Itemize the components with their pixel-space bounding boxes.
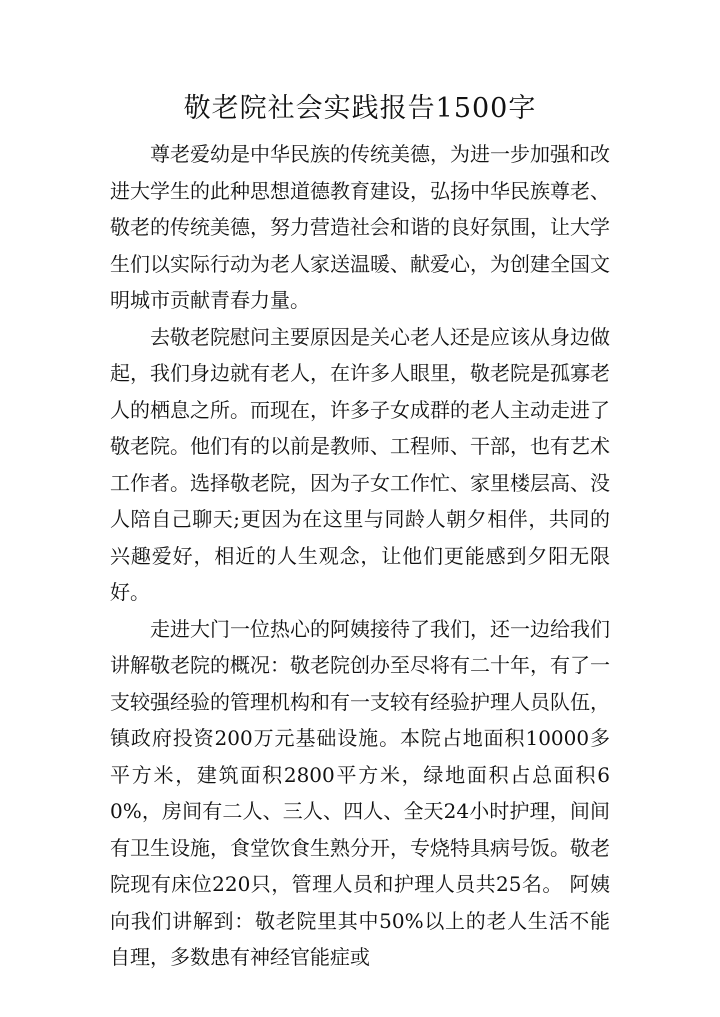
document-title: 敬老院社会实践报告1500字	[183, 93, 537, 124]
paragraph-1: 尊老爱幼是中华民族的传统美德，为进一步加强和改进大学生的此种思想道德教育建设，弘扬中华民族尊老、敬老的传统美德，努力营造社会和谐的良好氛围，让大学生们以实际行动为老人家送温暖、献爱心，为创建全国文明城市贡献青春力量。	[110, 142, 610, 312]
document-body	[110, 136, 610, 976]
paragraph-2: 去敬老院慰问主要原因是关心老人还是应该从身边做起，我们身边就有老人，在许多人眼里，敬老院是孤寡老人的栖息之所。而现在，许多子女成群的老人主动走进了敬老院。他们有的以前是教师、工程师、干部，也有艺术工作者。选择敬老院，因为子女工作忙、家里楼层高、没人陪自己聊天;更因为在这里与同龄人朝夕相伴，共同的兴趣爱好，相近的人生观念，让他们更能感到夕阳无限好。	[110, 324, 610, 604]
paragraph-3: 走进大门一位热心的阿姨接待了我们，还一边给我们讲解敬老院的概况：敬老院创办至尽将有二十年，有了一支较强经验的管理机构和有一支较有经验护理人员队伍，镇政府投资200万元基础设施。本院占地面积10000多平方米，建筑面积2800平方米，绿地面积占总面积60%，房间有二人、三人、四人、全天24小时护理，间间有卫生设施，食堂饮食生熟分开，专烧特具病号饭。敬老院现有床位220只，管理人员和护理人员共25名。 阿姨向我们讲解到：敬老院里其中50%以上的老人生活不能自理，多数患有神经官能症或	[110, 616, 610, 969]
